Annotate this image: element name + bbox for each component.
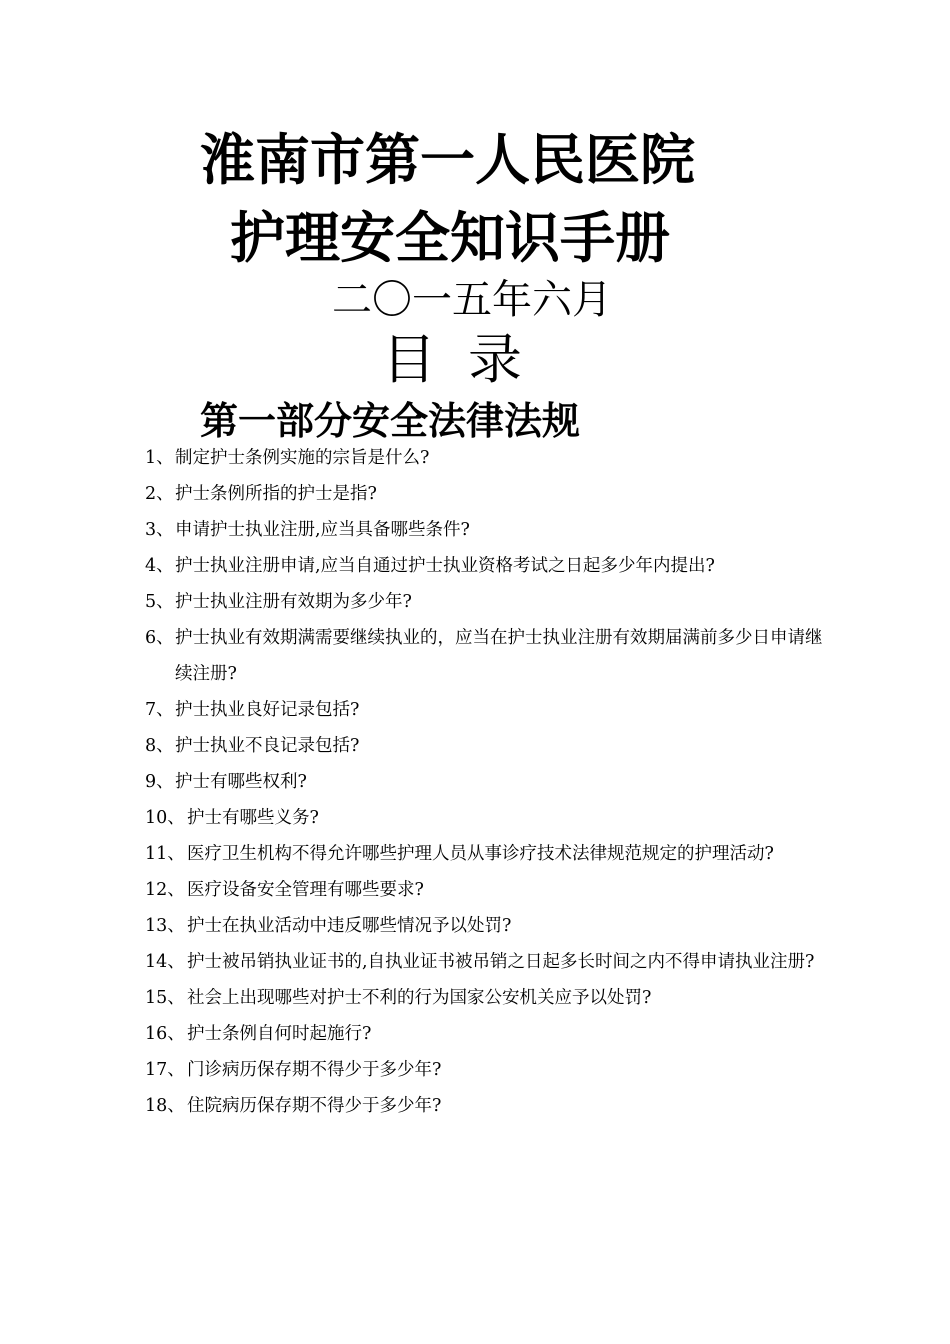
question-text: 医疗卫生机构不得允许哪些护理人员从事诊疗技术法律规范规定的护理活动? — [187, 844, 774, 864]
question-number: 7、 — [145, 700, 174, 720]
question-text: 护士执业注册申请,应当自通过护士执业资格考试之日起多少年内提出? — [175, 556, 715, 576]
question-number: 9、 — [145, 772, 174, 792]
question-number: 2、 — [145, 484, 174, 504]
question-text: 医疗设备安全管理有哪些要求? — [187, 880, 424, 900]
list-item — [145, 872, 825, 908]
list-item — [145, 692, 825, 728]
list-item — [145, 620, 825, 692]
publication-date: 二〇一五年六月 — [332, 277, 612, 323]
question-text: 护士执业有效期满需要继续执业的，应当在护士执业注册有效期届满前多少日申请继续注册? — [175, 628, 823, 684]
list-item — [145, 908, 825, 944]
list-item — [145, 728, 825, 764]
question-text: 制定护士条例实施的宗旨是什么? — [175, 448, 430, 468]
manual-title: 护理安全知识手册 — [230, 206, 671, 270]
question-text: 护士执业注册有效期为多少年? — [175, 592, 412, 612]
question-number: 6、 — [145, 628, 174, 648]
question-number: 11、 — [145, 844, 185, 864]
section-title: 第一部分安全法律法规 — [200, 399, 581, 443]
question-number: 18、 — [145, 1096, 185, 1116]
table-of-contents-title: 目录 — [382, 328, 554, 391]
question-text: 社会上出现哪些对护士不利的行为国家公安机关应予以处罚? — [187, 988, 652, 1008]
question-number: 10、 — [145, 808, 185, 828]
question-text: 护士执业不良记录包括? — [175, 736, 360, 756]
question-text: 护士条例所指的护士是指? — [175, 484, 377, 504]
list-item — [145, 1052, 825, 1088]
question-number: 5、 — [145, 592, 174, 612]
list-item — [145, 980, 825, 1016]
list-item — [145, 512, 825, 548]
question-number: 3、 — [145, 520, 174, 540]
question-list — [145, 440, 825, 1124]
list-item — [145, 548, 825, 584]
question-number: 13、 — [145, 916, 185, 936]
list-item — [145, 584, 825, 620]
question-number: 14、 — [145, 952, 185, 972]
question-number: 16、 — [145, 1024, 185, 1044]
question-text: 护士执业良好记录包括? — [175, 700, 360, 720]
question-number: 8、 — [145, 736, 174, 756]
list-item — [145, 1016, 825, 1052]
question-number: 17、 — [145, 1060, 185, 1080]
question-text: 住院病历保存期不得少于多少年? — [187, 1096, 442, 1116]
question-text: 门诊病历保存期不得少于多少年? — [187, 1060, 442, 1080]
hospital-title: 淮南市第一人民医院 — [200, 128, 696, 192]
list-item — [145, 440, 825, 476]
question-text: 护士有哪些义务? — [187, 808, 319, 828]
question-text: 护士在执业活动中违反哪些情况予以处罚? — [187, 916, 512, 936]
question-number: 15、 — [145, 988, 185, 1008]
list-item — [145, 944, 825, 980]
list-item — [145, 764, 825, 800]
list-item — [145, 476, 825, 512]
question-number: 4、 — [145, 556, 174, 576]
question-number: 12、 — [145, 880, 185, 900]
list-item — [145, 836, 825, 872]
list-item — [145, 800, 825, 836]
list-item — [145, 1088, 825, 1124]
question-number: 1、 — [145, 448, 174, 468]
question-text: 护士条例自何时起施行? — [187, 1024, 372, 1044]
question-text: 护士被吊销执业证书的,自执业证书被吊销之日起多长时间之内不得申请执业注册? — [187, 952, 815, 972]
question-text: 申请护士执业注册,应当具备哪些条件? — [175, 520, 470, 540]
question-text: 护士有哪些权利? — [175, 772, 307, 792]
